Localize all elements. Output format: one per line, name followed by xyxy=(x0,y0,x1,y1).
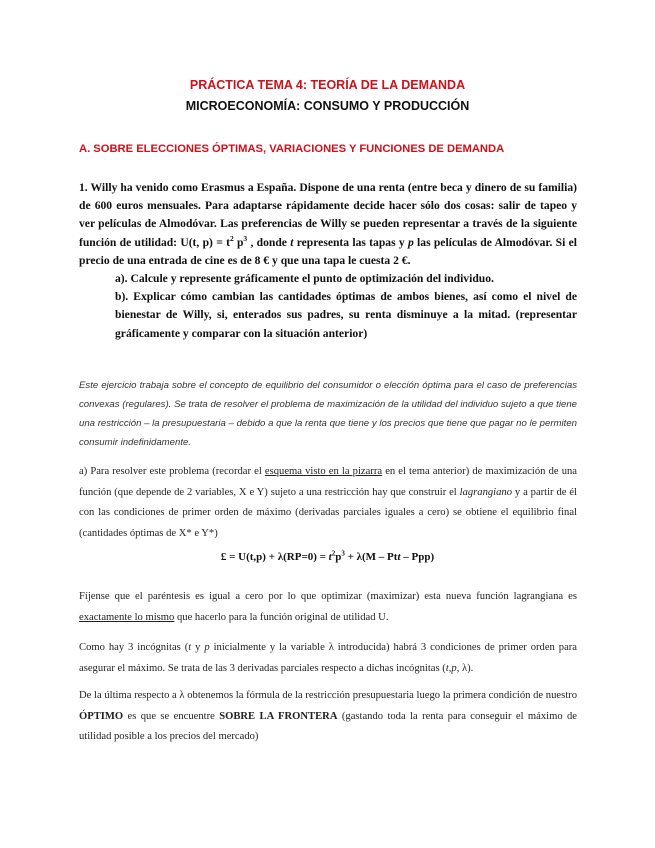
variable-t: t xyxy=(290,235,294,249)
para-a-text-3: y a partir de él con las condiciones de primer orden de máximo (derivadas parciales iguales a cero) se obtiene el equilibrio final (cantidades óptimas de X* e Y*) xyxy=(79,486,577,539)
underlined-phrase-2: exactamente lo mismo xyxy=(79,611,175,623)
formula-t-2: t xyxy=(397,551,401,563)
paragraph-a xyxy=(79,462,577,544)
exercise-text-3: , donde xyxy=(247,235,291,249)
lagrangian-term: lagrangiano xyxy=(459,486,513,498)
para-c-text-4: , xyxy=(448,662,452,674)
formula-p: p xyxy=(335,551,342,563)
exercise-paragraph xyxy=(79,179,577,270)
formula-rest: + λ(M – Pt xyxy=(344,551,398,563)
bold-frontera: SOBRE LA FRONTERA xyxy=(219,710,338,722)
exercise-statement xyxy=(79,179,577,343)
bold-optimo: ÓPTIMO xyxy=(79,710,124,722)
exercise-text-4: representa las tapas y xyxy=(293,235,408,249)
formula-lhs: £ = U(t,p) + λ(RP=0) = xyxy=(220,551,329,563)
underlined-phrase: esquema visto en la pizarra xyxy=(264,466,383,477)
para-c-text-3: inicialmente y la variable λ introducida) habrá 3 condiciones de primer orden para asegurar el máximo. Se trata de las 3 derivadas parciales respecto a dichas incógnitas ( xyxy=(79,642,578,674)
exponent-2: 3 xyxy=(243,233,248,243)
para-c-var-p: p xyxy=(204,642,210,653)
para-c-text-2: y xyxy=(191,642,205,653)
formula-exp-2: 3 xyxy=(341,549,345,558)
paragraph-conditions xyxy=(79,638,577,679)
para-c-text-1: Como hay 3 incógnitas ( xyxy=(79,642,189,653)
exercise-text-2: p xyxy=(233,235,244,249)
para-d-text-3: (gastando toda la renta para conseguir el máximo de utilidad posible a los precios del mercado) xyxy=(79,710,578,742)
para-f-text-1: Fíjense que el paréntesis es igual a cero por lo que optimizar (maximizar) esta nueva función lagrangiana es xyxy=(79,591,577,602)
formula-exp-1: 2 xyxy=(331,549,336,558)
para-f-text-2: que hacerlo para la función original de utilidad U. xyxy=(174,611,389,623)
para-d-text-1: De la última respecto a λ obtenemos la fórmula de la restricción presupuestaria luego la primera condición de nuestro xyxy=(79,690,577,701)
document-title: PRÁCTICA TEMA 4: TEORÍA DE LA DEMANDA xyxy=(189,78,466,92)
section-heading: A. SOBRE ELECCIONES ÓPTIMAS, VARIACIONES Y FUNCIONES DE DEMANDA xyxy=(79,143,505,155)
exercise-text-5: las películas de Almodóvar. Si el precio de una entrada de cine es de 8 € y que una tapa le cuesta 2 €. xyxy=(79,235,577,267)
formula-tail: – Ppp) xyxy=(400,551,435,563)
paragraph-parenthesis xyxy=(79,587,577,628)
variable-p: p xyxy=(407,235,414,249)
exponent-1: 2 xyxy=(229,233,234,243)
para-a-text-2: en el tema anterior) de maximización de una función (que depende de 2 variables, X e Y) sujeto a una restricción hay que construir el xyxy=(79,466,577,498)
lagrangian-formula xyxy=(0,551,655,563)
para-c-text-5: , λ). xyxy=(456,662,474,674)
para-c-var-t: t xyxy=(188,642,192,653)
formula-t: t xyxy=(328,551,332,563)
paragraph-optimum xyxy=(79,686,577,748)
para-a-text-1: a) Para resolver este problema (recordar el xyxy=(79,466,265,477)
exercise-item-a: a). Calcule y represente gráficamente el punto de optimización del individuo. xyxy=(115,272,494,286)
document-subtitle: MICROECONOMÍA: CONSUMO Y PRODUCCIÓN xyxy=(185,99,470,113)
exercise-item-b: b). Explicar cómo cambian las cantidades óptimas de ambos bienes, así como el nivel de bienestar de Willy, si, enterados sus padres, su renta disminuye a la mitad. (representar gráficamente y comparar con la situación anterior) xyxy=(115,290,577,340)
para-d-text-2: es que se encuentre xyxy=(123,710,220,722)
exercise-text-1: 1. Willy ha venido como Erasmus a España. Dispone de una renta (entre beca y dinero de su familia) de 600 euros mensuales. Para adaptarse rápidamente decide hacer sólo dos cosas: salir de tapeo y ver películas de Almodóvar. Las preferencias de Willy se pueden representar a través de la siguiente función de utilidad: U(t, p) = t xyxy=(79,181,577,249)
intro-paragraph: Este ejercicio trabaja sobre el concepto de equilibrio del consumidor o elección óptima para el caso de preferencias convexas (regulares). Se trata de resolver el problema de maximización de la utilidad del individuo sujeto a que tiene una restricción – la presupuestaria – debido a que la renta que tiene y los precios que tiene que pagar no le permiten consumir indefinidamente. xyxy=(79,380,577,448)
para-c-var-t-2: t xyxy=(445,662,449,674)
para-c-var-p-2: p xyxy=(451,662,457,674)
